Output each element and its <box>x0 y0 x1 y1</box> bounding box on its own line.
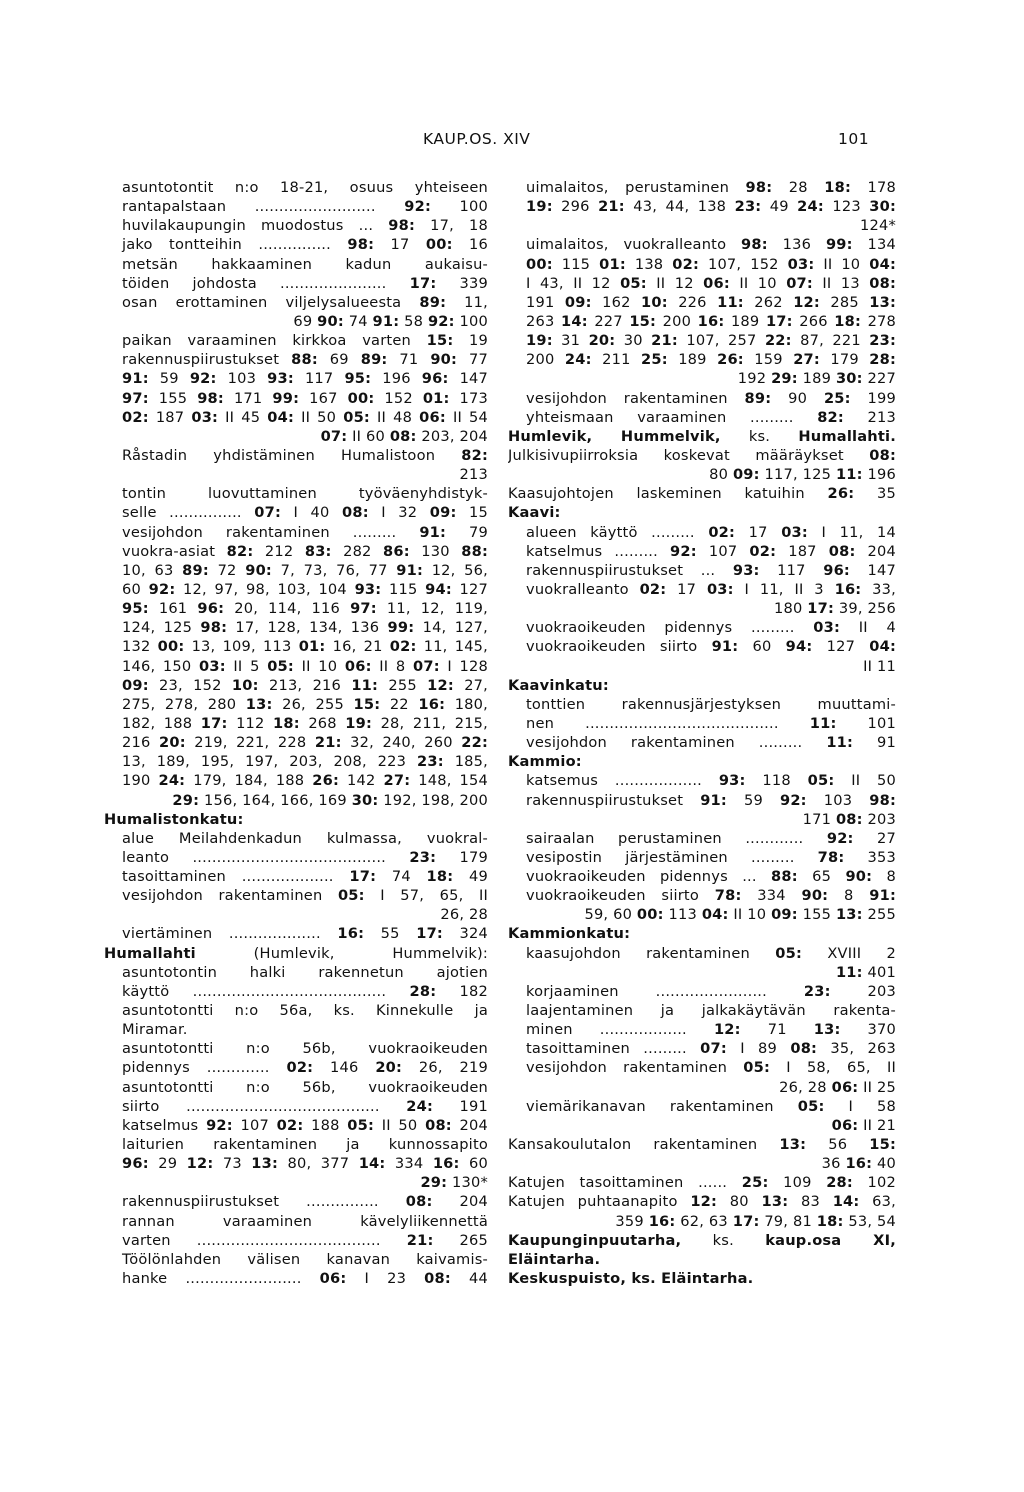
index-line: 124* <box>860 217 896 235</box>
index-line: 19: 296 21: 43, 44, 138 23: 49 24: 123 30: <box>526 198 896 216</box>
index-line: asuntotontin halki rakennetun ajotien <box>122 963 488 981</box>
page-header <box>0 130 1024 154</box>
index-line: vesijohdon rakentaminen ......... 11: 91 <box>526 734 896 752</box>
index-line: 13, 189, 195, 197, 203, 208, 223 23: 185, <box>122 753 488 771</box>
index-line: alueen käyttö ......... 02: 17 03: I 11, 14 <box>526 523 896 541</box>
index-line: Julkisivupiirroksia koskevat määräykset 08: <box>508 446 896 464</box>
index-line: 124, 125 98: 17, 128, 134, 136 99: 14, 127, <box>122 619 488 637</box>
index-line: Humallahti (Humlevik, Hummelvik): <box>104 944 488 962</box>
index-line: 132 00: 13, 109, 113 01: 16, 21 02: 11, 145, <box>122 638 488 656</box>
index-line: Katujen puhtaanapito 12: 80 13: 83 14: 63, <box>508 1193 896 1211</box>
index-line: alue Meilahdenkadun kulmassa, vuokral- <box>122 829 488 847</box>
index-line: 182, 188 17: 112 18: 268 19: 28, 211, 215, <box>122 714 488 732</box>
index-line: 359 16: 62, 63 17: 79, 81 18: 53, 54 <box>615 1212 896 1230</box>
index-line: uimalaitos, vuokralleanto 98: 136 99: 134 <box>526 236 896 254</box>
index-line: 59, 60 00: 113 04: II 10 09: 155 13: 255 <box>584 906 896 924</box>
index-line: Råstadin yhdistäminen Humalistoon 82: <box>122 446 488 464</box>
index-line: käyttö ........................................ 28: 182 <box>122 982 488 1000</box>
index-line: Kaupunginpuutarha, ks. kaup.osa XI, <box>508 1231 896 1249</box>
index-line: 97: 155 98: 171 99: 167 00: 152 01: 173 <box>122 389 488 407</box>
index-line: huvilakaupungin muodostus ... 98: 17, 18 <box>122 217 488 235</box>
index-line: 80 09: 117, 125 11: 196 <box>709 466 896 484</box>
index-line: 216 20: 219, 221, 228 21: 32, 240, 260 22: <box>122 734 488 752</box>
index-line: 69 90: 74 91: 58 92: 100 <box>293 312 488 330</box>
index-line: korjaaminen ....................... 23: 203 <box>526 982 896 1000</box>
index-line: tasoittaminen ................... 17: 74 18: 49 <box>122 868 488 886</box>
index-line: 09: 23, 152 10: 213, 216 11: 255 12: 27, <box>122 676 488 694</box>
index-line: asuntotontti n:o 56b, vuokraoikeuden <box>122 1040 488 1058</box>
index-line: paikan varaaminen kirkkoa varten 15: 19 <box>122 332 488 350</box>
index-line: laajentaminen ja jalkakäytävän rakenta- <box>526 1002 896 1020</box>
index-line: Kammio: <box>508 753 582 771</box>
index-line: Katujen tasoittaminen ...... 25: 109 28: 102 <box>508 1174 896 1192</box>
index-line: II 11 <box>863 657 896 675</box>
index-line: uimalaitos, perustaminen 98: 28 18: 178 <box>526 179 896 196</box>
index-line: rantapalstaan ......................... 92: 100 <box>122 198 488 216</box>
index-line: 171 08: 203 <box>802 810 896 828</box>
running-title: KAUP.OS. XIV <box>423 130 531 148</box>
index-line: metsän hakkaaminen kadun aukaisu- <box>122 255 488 273</box>
index-line: kaasujohdon rakentaminen 05: XVIII 2 <box>526 944 896 962</box>
index-line: 29: 130* <box>420 1174 488 1192</box>
index-line: rannan varaaminen kävelyliikennettä <box>122 1212 488 1230</box>
index-line: asuntotontit n:o 18-21, osuus yhteiseen <box>122 179 488 196</box>
index-line: viemärikanavan rakentaminen 05: I 58 <box>526 1097 896 1115</box>
index-line: Kansakoulutalon rakentaminen 13: 56 15: <box>508 1136 896 1154</box>
index-line: 190 24: 179, 184, 188 26: 142 27: 148, 154 <box>122 772 488 790</box>
index-line: vesijohdon rakentaminen ......... 91: 79 <box>122 523 488 541</box>
index-line: vuokraoikeuden siirto 78: 334 90: 8 91: <box>526 887 896 905</box>
index-line: 10, 63 89: 72 90: 7, 73, 76, 77 91: 12, 56, <box>122 561 488 579</box>
index-line: minen .................. 12: 71 13: 370 <box>526 1021 896 1039</box>
index-line: Humalistonkatu: <box>104 810 244 828</box>
index-line: 192 29: 189 30: 227 <box>737 370 896 388</box>
index-line: jako tontteihin ............... 98: 17 00: 16 <box>122 236 488 254</box>
index-line: 275, 278, 280 13: 26, 255 15: 22 16: 180, <box>122 695 488 713</box>
index-line: Töölönlahden välisen kanavan kaivamis- <box>122 1250 488 1268</box>
index-line: vuokraoikeuden siirto 91: 60 94: 127 04: <box>526 638 896 656</box>
index-line: 02: 187 03: II 45 04: II 50 05: II 48 06: II 54 <box>122 408 488 426</box>
index-line: yhteismaan varaaminen ......... 82: 213 <box>526 408 896 426</box>
index-line: I 43, II 12 05: II 12 06: II 10 07: II 13 08: <box>526 274 896 292</box>
index-line: Kaavi: <box>508 504 561 522</box>
index-line: asuntotontti n:o 56a, ks. Kinnekulle ja <box>122 1002 488 1020</box>
index-line: 36 16: 40 <box>821 1155 896 1173</box>
index-line: viertäminen ................... 16: 55 17: 324 <box>122 925 488 943</box>
index-line: hanke ........................ 06: I 23 08: 44 <box>122 1270 488 1288</box>
index-line: 29: 156, 164, 166, 169 30: 192, 198, 200 <box>172 791 488 809</box>
page-number: 101 <box>838 130 870 148</box>
index-line: 146, 150 03: II 5 05: II 10 06: II 8 07: I 128 <box>122 657 488 675</box>
index-line: tonttien rakennusjärjestyksen muuttami- <box>526 695 896 713</box>
left-column <box>104 178 488 1288</box>
index-line: vesijohdon rakentaminen 89: 90 25: 199 <box>526 389 896 407</box>
index-line: Eläintarha. <box>508 1250 601 1268</box>
index-line: Humlevik, Hummelvik, ks. Humallahti. <box>508 427 896 445</box>
index-line: katselmus 92: 107 02: 188 05: II 50 08: 204 <box>122 1116 488 1134</box>
index-line: rakennuspiirustukset 88: 69 89: 71 90: 77 <box>122 351 488 369</box>
index-line: vesijohdon rakentaminen 05: I 57, 65, II <box>122 887 488 905</box>
index-line: vesipostin järjestäminen ......... 78: 353 <box>526 848 896 866</box>
index-line: 19: 31 20: 30 21: 107, 257 22: 87, 221 23: <box>526 332 896 350</box>
index-line: 07: II 60 08: 203, 204 <box>320 427 488 445</box>
index-line: katselmus ......... 92: 107 02: 187 08: 204 <box>526 542 896 560</box>
index-line: osan erottaminen viljelysalueesta 89: 11, <box>122 293 488 311</box>
index-line: 95: 161 96: 20, 114, 116 97: 11, 12, 119, <box>122 600 488 618</box>
index-line: 200 24: 211 25: 189 26: 159 27: 179 28: <box>526 351 896 369</box>
index-line: pidennys ............. 02: 146 20: 26, 219 <box>122 1059 488 1077</box>
index-line: rakennuspiirustukset 91: 59 92: 103 98: <box>526 791 896 809</box>
index-line: 00: 115 01: 138 02: 107, 152 03: II 10 04: <box>526 255 896 273</box>
index-line: 263 14: 227 15: 200 16: 189 17: 266 18: 278 <box>526 312 896 330</box>
index-line: nen ........................................ 11: 101 <box>526 714 896 732</box>
index-line: rakennuspiirustukset ............... 08: 204 <box>122 1193 488 1211</box>
index-line: Kammionkatu: <box>508 925 631 943</box>
index-line: 180 17: 39, 256 <box>774 600 896 618</box>
index-line: selle ............... 07: I 40 08: I 32 09: 15 <box>122 504 488 522</box>
index-line: Miramar. <box>122 1021 188 1039</box>
index-line: vesijohdon rakentaminen 05: I 58, 65, II <box>526 1059 896 1077</box>
index-line: 26, 28 <box>440 906 488 924</box>
index-line: vuokraoikeuden pidennys ......... 03: II 4 <box>526 619 896 637</box>
index-line: asuntotontti n:o 56b, vuokraoikeuden <box>122 1078 488 1096</box>
index-line: 191 09: 162 10: 226 11: 262 12: 285 13: <box>526 293 896 311</box>
index-line: tasoittaminen ......... 07: I 89 08: 35, 263 <box>526 1040 896 1058</box>
index-line: katsemus .................. 93: 118 05: II 50 <box>526 772 896 790</box>
index-line: Kaasujohtojen laskeminen katuihin 26: 35 <box>508 485 896 503</box>
index-line: töiden johdosta ...................... 17: 339 <box>122 274 488 292</box>
index-line: laiturien rakentaminen ja kunnossapito <box>122 1136 488 1154</box>
index-line: Keskuspuisto, ks. Eläintarha. <box>508 1270 754 1288</box>
index-line: vuokra-asiat 82: 212 83: 282 86: 130 88: <box>122 542 488 560</box>
index-line: vuokraoikeuden pidennys ... 88: 65 90: 8 <box>526 868 896 886</box>
index-line: 60 92: 12, 97, 98, 103, 104 93: 115 94: 127 <box>122 580 488 598</box>
index-line: Kaavinkatu: <box>508 676 609 694</box>
index-line: leanto ........................................ 23: 179 <box>122 848 488 866</box>
index-line: 91: 59 92: 103 93: 117 95: 196 96: 147 <box>122 370 488 388</box>
right-column <box>508 178 896 1288</box>
index-line: rakennuspiirustukset ... 93: 117 96: 147 <box>526 561 896 579</box>
index-line: 213 <box>459 466 488 484</box>
index-line: 26, 28 06: II 25 <box>779 1078 896 1096</box>
index-line: 11: 401 <box>835 963 896 981</box>
index-line: 96: 29 12: 73 13: 80, 377 14: 334 16: 60 <box>122 1155 488 1173</box>
index-line: sairaalan perustaminen ............ 92: 27 <box>526 829 896 847</box>
index-line: varten ...................................... 21: 265 <box>122 1231 488 1249</box>
index-line: vuokralleanto 02: 17 03: I 11, II 3 16: 33, <box>526 580 896 598</box>
index-line: 06: II 21 <box>831 1116 896 1134</box>
index-line: tontin luovuttaminen työväenyhdistyk- <box>122 485 488 503</box>
index-line: siirto ........................................ 24: 191 <box>122 1097 488 1115</box>
